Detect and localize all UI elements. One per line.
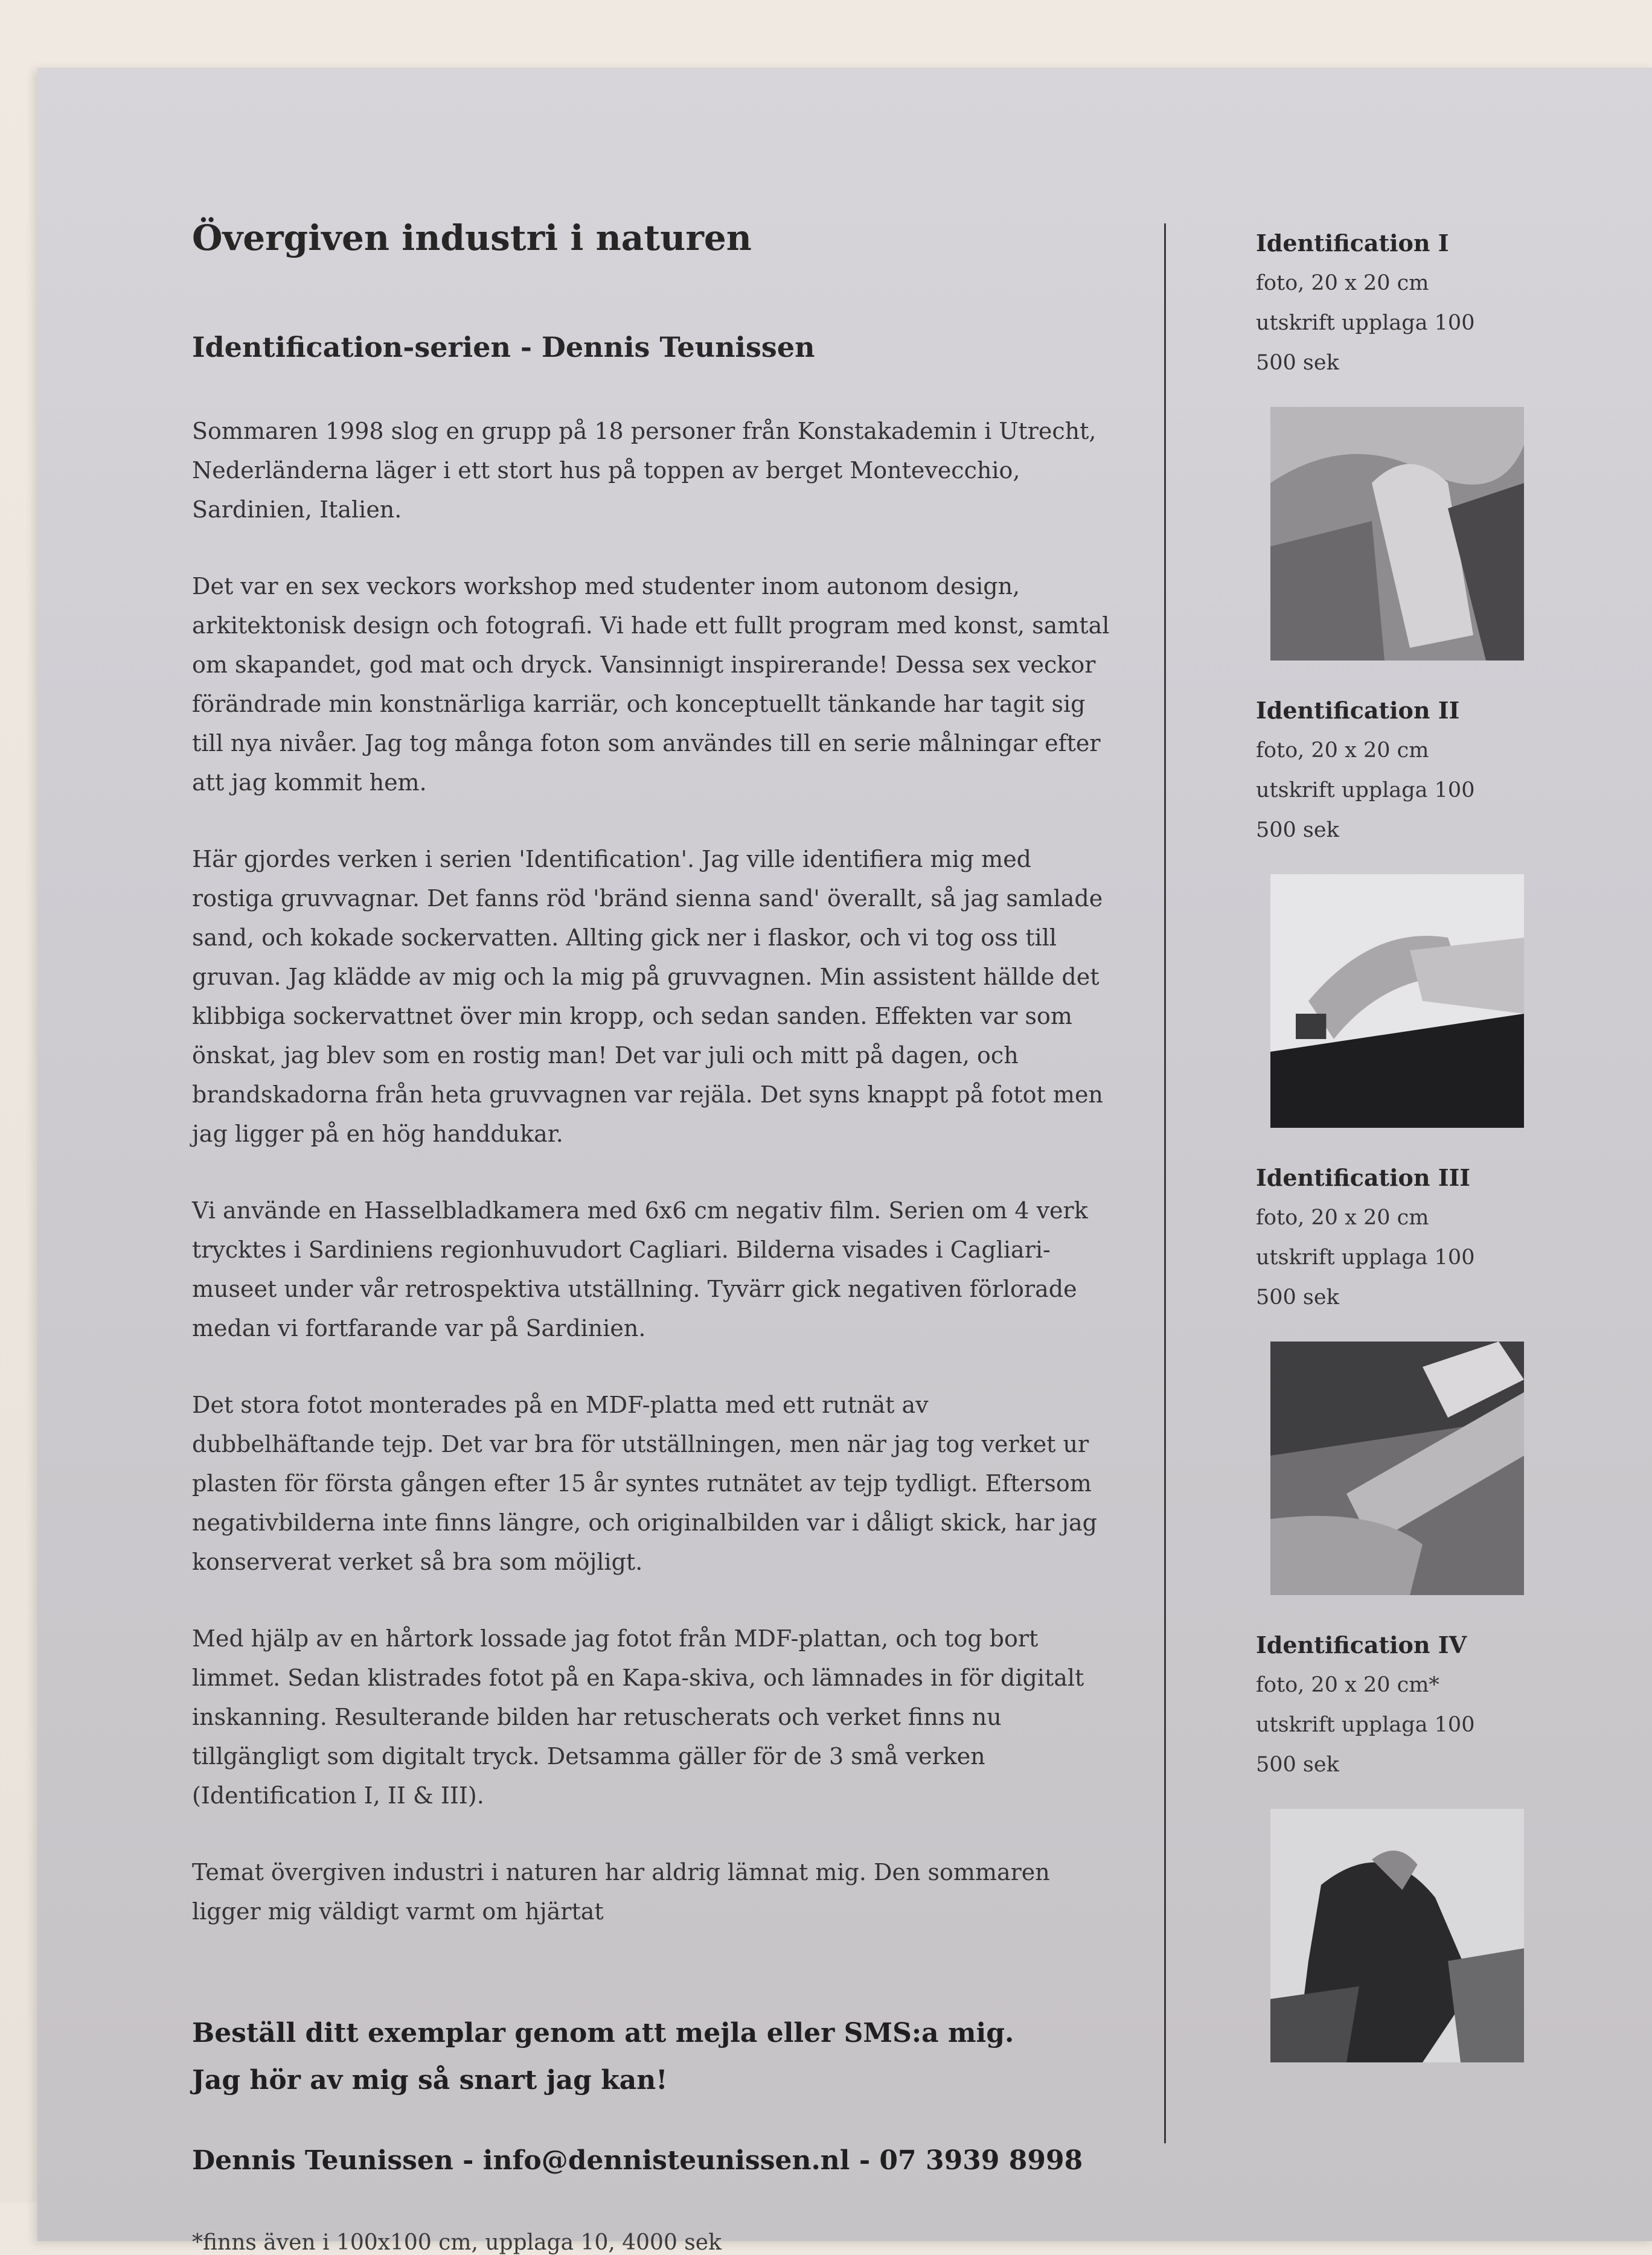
- cta-line-1: Beställ ditt exemplar genom att mejla eller SMS:a mig.: [192, 2018, 1014, 2049]
- series-subtitle: Identification-serien - Dennis Teunissen: [192, 331, 815, 363]
- main-text-column: [192, 217, 1110, 2255]
- work-medium: foto, 20 x 20 cm*: [1256, 1673, 1439, 1697]
- paragraph-5: Det stora fotot monterades på en MDF-platta med ett rutnät av dubbelhäftande tejp. Det var bra för utställningen, men när jag tog verket ur plasten för första gången efter 15 år syntes rutnätet av tejp tydligt. Eftersom negativbilderna inte finns längre, och originalbilden var i dåligt skick, har jag konserverat verket så bra som möjligt.: [192, 1392, 1097, 1575]
- work-edition: utskrift upplaga 100: [1256, 778, 1475, 802]
- work-title: Identification IV: [1256, 1631, 1467, 1658]
- work-title: Identification III: [1256, 1164, 1471, 1191]
- footnote: *finns även i 100x100 cm, upplaga 10, 4000 sek: [192, 2230, 722, 2255]
- works-sidebar: [1256, 223, 1546, 2093]
- work-title: Identification I: [1256, 229, 1449, 257]
- column-divider: [1164, 223, 1166, 2143]
- work-price: 500 sek: [1256, 1753, 1339, 1777]
- work-price: 500 sek: [1256, 818, 1339, 842]
- cta-line-2: Jag hör av mig så snart jag kan!: [192, 2065, 668, 2096]
- paragraph-4: Vi använde en Hasselbladkamera med 6x6 cm negativ film. Serien om 4 verk trycktes i Sardiniens regionhuvudort Cagliari. Bilderna visades i Cagliari-museet under vår retrospektiva utställning. Tyvärr gick negativen förlorade medan vi fortfarande var på Sardinien.: [192, 1197, 1088, 1342]
- work-medium: foto, 20 x 20 cm: [1256, 1206, 1429, 1230]
- work-medium: foto, 20 x 20 cm: [1256, 271, 1429, 295]
- work-item: [1256, 1158, 1546, 1595]
- work-edition: utskrift upplaga 100: [1256, 311, 1475, 335]
- page-title: Övergiven industri i naturen: [192, 217, 752, 258]
- work-price: 500 sek: [1256, 1285, 1339, 1310]
- work-edition: utskrift upplaga 100: [1256, 1246, 1475, 1270]
- paragraph-7: Temat övergiven industri i naturen har aldrig lämnat mig. Den sommaren ligger mig väldigt varmt om hjärtat: [192, 1859, 1050, 1925]
- work-item: [1256, 1625, 1546, 2062]
- work-medium: foto, 20 x 20 cm: [1256, 738, 1429, 763]
- paragraph-3: Här gjordes verken i serien 'Identification'. Jag ville identifiera mig med rostiga gruvvagnar. Det fanns röd 'bränd sienna sand' överallt, så jag samlade sand, och kokade sockervatten. Allting gick ner i flaskor, och vi tog oss till gruvan. Jag klädde av mig och la mig på gruvvagnen. Min assistent hällde det klibbiga sockervattnet över min kropp, och sedan sanden. Effekten var som önskat, jag blev som en rostig man! Det var juli och mitt på dagen, och brandskadorna från heta gruvvagnen var rejäla. Det syns knappt på fotot men jag ligger på en hög handdukar.: [192, 846, 1103, 1147]
- work-item: [1256, 691, 1546, 1128]
- contact-info: Dennis Teunissen - info@dennisteunissen.nl - 07 3939 8998: [192, 2145, 1083, 2176]
- paragraph-1: Sommaren 1998 slog en grupp på 18 personer från Konstakademin i Utrecht, Nederländerna läger i ett stort hus på toppen av berget Montevecchio, Sardinien, Italien.: [192, 418, 1097, 523]
- work-price: 500 sek: [1256, 351, 1339, 375]
- paragraph-2: Det var en sex veckors workshop med studenter inom autonom design, arkitektonisk design och fotografi. Vi hade ett fullt program med konst, samtal om skapandet, god mat och dryck. Vansinnigt inspirerande! Dessa sex veckor förändrade min konstnärliga karriär, och konceptuellt tänkande har tagit sig till nya nivåer. Jag tog många foton som användes till en serie målningar efter att jag kommit hem.: [192, 573, 1110, 796]
- work-photo-identification-2: [1270, 874, 1524, 1128]
- work-item: [1256, 223, 1546, 661]
- work-title: Identification II: [1256, 697, 1460, 724]
- work-photo-identification-4: [1270, 1809, 1524, 2062]
- order-call-to-action: [192, 2010, 1110, 2104]
- work-photo-identification-3: [1270, 1342, 1524, 1595]
- paragraph-6: Med hjälp av en hårtork lossade jag fotot från MDF-plattan, och tog bort limmet. Sedan klistrades fotot på en Kapa-skiva, och lämnades in för digitalt inskanning. Resulterande bilden har retuscherats och verket finns nu tillgängligt som digitalt tryck. Detsamma gäller för de 3 små verken (Identification I, II & III).: [192, 1625, 1084, 1809]
- work-edition: utskrift upplaga 100: [1256, 1713, 1475, 1737]
- work-photo-identification-1: [1270, 407, 1524, 661]
